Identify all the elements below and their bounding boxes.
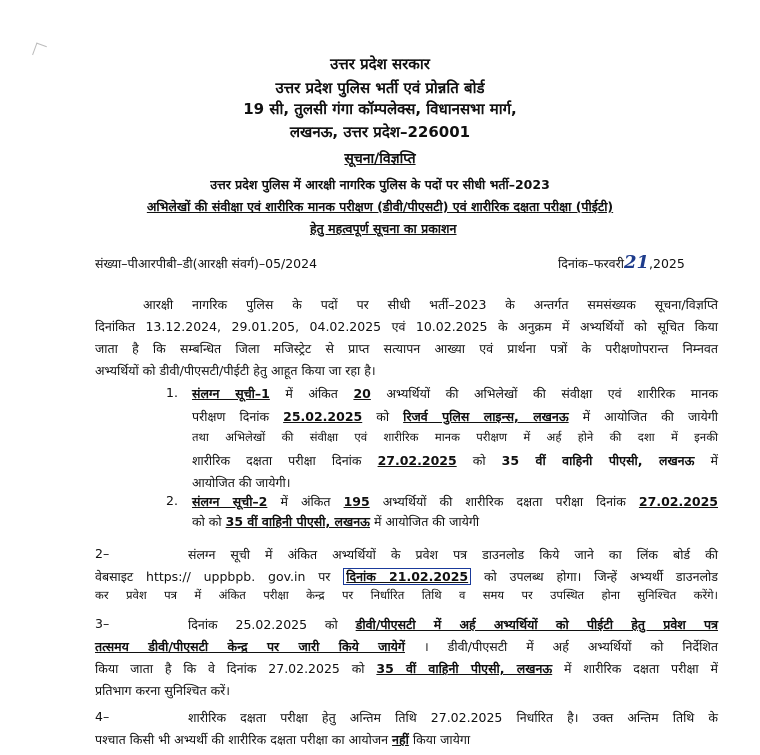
admit-card-date: दिनांक 21.02.2025	[343, 568, 471, 585]
para-3-number: 3–	[95, 616, 110, 631]
para-3-line-1	[188, 616, 718, 633]
item-1-text: में	[694, 453, 718, 468]
address-line: 19 सी, तुलसी गंगा कॉम्पलेक्स, विधानसभा मार्ग,	[243, 100, 517, 118]
item-1-line-5: आयोजित की जायेगी।	[192, 475, 291, 490]
item-1-text: परीक्षण दिनांक	[192, 409, 284, 424]
reference-date	[558, 252, 685, 273]
board-name: उत्तर प्रदेश पुलिस भर्ती एवं प्रोन्नति बोर्ड	[275, 79, 485, 97]
item-1-text: अभ्यर्थियों की अभिलेखों की संवीक्षा एवं शारीरिक मानक	[370, 386, 718, 401]
item-1-text: को	[362, 409, 404, 424]
para-2-text: वेबसाइट https:// uppbpb. gov.in पर	[95, 569, 344, 584]
candidate-count-1: 20	[353, 386, 371, 401]
item-2-text: अभ्यर्थियों की शारीरिक दक्षता परीक्षा दिनांक	[369, 494, 639, 509]
item-2-line-1	[192, 493, 718, 510]
intro-line-1: आरक्षी नागरिक पुलिस के पदों पर सीधी भर्ती–2023 के अन्तर्गत समसंख्यक सूचना/विज्ञप्ति	[143, 297, 718, 312]
para-2-line-2	[95, 568, 718, 585]
intro-line-4: अभ्यर्थियों को डीवी/पीएसटी/पीईटी हेतु आहूत किया जा रहा है।	[95, 363, 376, 378]
item-1-line-3: तथा अभिलेखों की संवीक्षा एवं शारीरिक मानक परीक्षण में अर्ह होने की दशा में इनकी	[192, 430, 718, 444]
para-4-text: किया जायेगा	[408, 732, 471, 747]
subject-line-3: हेतु महत्वपूर्ण सूचना का प्रकाशन	[310, 221, 457, 236]
reference-number: संख्या–पीआरपीबी–डी(आरक्षी संवर्ग)–05/2024	[95, 256, 318, 271]
date-prefix: दिनांक–फरवरी	[558, 256, 624, 271]
date-year: ,2025	[649, 256, 685, 271]
item-1-text: में अंकित	[269, 386, 354, 401]
para-4-line-1: शारीरिक दक्षता परीक्षा हेतु अन्तिम तिथि 27.02.2025 निर्धारित है। उक्त अन्तिम तिथि के	[188, 710, 718, 725]
handwritten-day: 21	[623, 252, 650, 273]
para-2-line-1: संलग्न सूची में अंकित अभ्यर्थियों के प्रवेश पत्र डाउनलोड किये जाने का लिंक बोर्ड की	[188, 547, 718, 562]
para-4-text: पश्चात किसी भी अभ्यर्थी की शारीरिक दक्षता परीक्षा का आयोजन	[95, 732, 393, 747]
para-2-text: को उपलब्ध होगा। जिन्हें अभ्यर्थी डाउनलोड	[471, 569, 718, 584]
para-3-text: । डीवी/पीएसटी में अर्ह अभ्यर्थियों को निर्देशित	[404, 639, 718, 654]
admit-card-location: तत्समय डीवी/पीएसटी केन्द्र पर जारी किये जायेगें	[95, 639, 405, 654]
item-2-text: में आयोजित की जायेगी	[370, 514, 480, 529]
notice-title: सूचना/विज्ञप्ति	[344, 151, 416, 167]
pet-date-1: 27.02.2025	[377, 453, 457, 468]
subject-line-1: उत्तर प्रदेश पुलिस में आरक्षी नागरिक पुलिस के पदों पर सीधी भर्ती–2023	[210, 177, 550, 192]
pet-venue-1: 35 वीं वाहिनी पीएसी, लखनऊ	[501, 453, 695, 468]
item-1-text: में आयोजित की जायेगी	[568, 409, 718, 424]
item-1-line-2	[192, 408, 718, 425]
attachment-list-2: संलग्न सूची–2	[192, 494, 268, 509]
item-2-text: में अंकित	[267, 494, 344, 509]
pet-date-2: 27.02.2025	[638, 494, 718, 509]
para-2-line-3: कर प्रवेश पत्र में अंकित परीक्षा केन्द्र पर निर्धारित तिथि व समय पर उपस्थित होना सुनिश्चित करेंगे।	[95, 588, 718, 602]
para-3-text: दिनांक 25.02.2025 को	[188, 617, 356, 632]
para-3-text: किया जाता है कि वे दिनांक 27.02.2025 को	[95, 661, 377, 676]
candidate-count-2: 195	[343, 494, 370, 509]
admit-card-instruction: डीवी/पीएसटी में अर्ह अभ्यर्थियों को पीईटी हेतु प्रवेश पत्र	[355, 617, 719, 632]
intro-line-3: जाता है कि सम्बन्धित जिला मजिस्ट्रेट से प्राप्त सत्यापन आख्या एवं प्रार्थना पत्रों के परीक्षणोपरान्त निम्नवत	[95, 341, 718, 356]
item-1-text: शारीरिक दक्षता परीक्षा दिनांक	[192, 453, 378, 468]
para-3-line-3	[95, 660, 718, 677]
pet-venue-2: 35 वीं वाहिनी पीएसी, लखनऊ	[225, 514, 370, 529]
item-1-line-1	[192, 385, 718, 402]
dv-pst-date: 25.02.2025	[283, 409, 363, 424]
attachment-list-1: संलग्न सूची–1	[192, 386, 270, 401]
para-3-line-2	[95, 638, 718, 655]
pet-venue-3: 35 वीं वाहिनी पीएसी, लखनऊ	[376, 661, 553, 676]
para-3-line-4: प्रतिभाग करना सुनिश्चित करें।	[95, 683, 231, 698]
item-2-number: 2.	[166, 493, 178, 508]
para-2-number: 2–	[95, 546, 110, 561]
no-pet-after-date: नहीं	[392, 732, 409, 747]
item-1-line-4	[192, 452, 718, 469]
intro-line-2: दिनांकित 13.12.2024, 29.01.205, 04.02.2025 एवं 10.02.2025 के अनुक्रम में अभ्यर्थियों को सूचित किया	[95, 319, 718, 334]
city-line: लखनऊ, उत्तर प्रदेश–226001	[289, 123, 471, 141]
para-4-number: 4–	[95, 709, 110, 724]
item-1-number: 1.	[166, 385, 178, 400]
govt-name: उत्तर प्रदेश सरकार	[330, 55, 430, 73]
item-2-line-2	[192, 513, 479, 530]
item-1-text: को	[456, 453, 502, 468]
para-4-line-2	[95, 731, 470, 748]
item-2-text: को को	[192, 514, 226, 529]
dv-pst-venue: रिजर्व पुलिस लाइन्स, लखनऊ	[403, 409, 569, 424]
subject-line-2: अभिलेखों की संवीक्षा एवं शारीरिक मानक परीक्षण (डीवी/पीएसटी) एवं शारीरिक दक्षता परीक्षा (पीईटी)	[146, 199, 614, 214]
para-3-text: में शारीरिक दक्षता परीक्षा में	[552, 661, 718, 676]
